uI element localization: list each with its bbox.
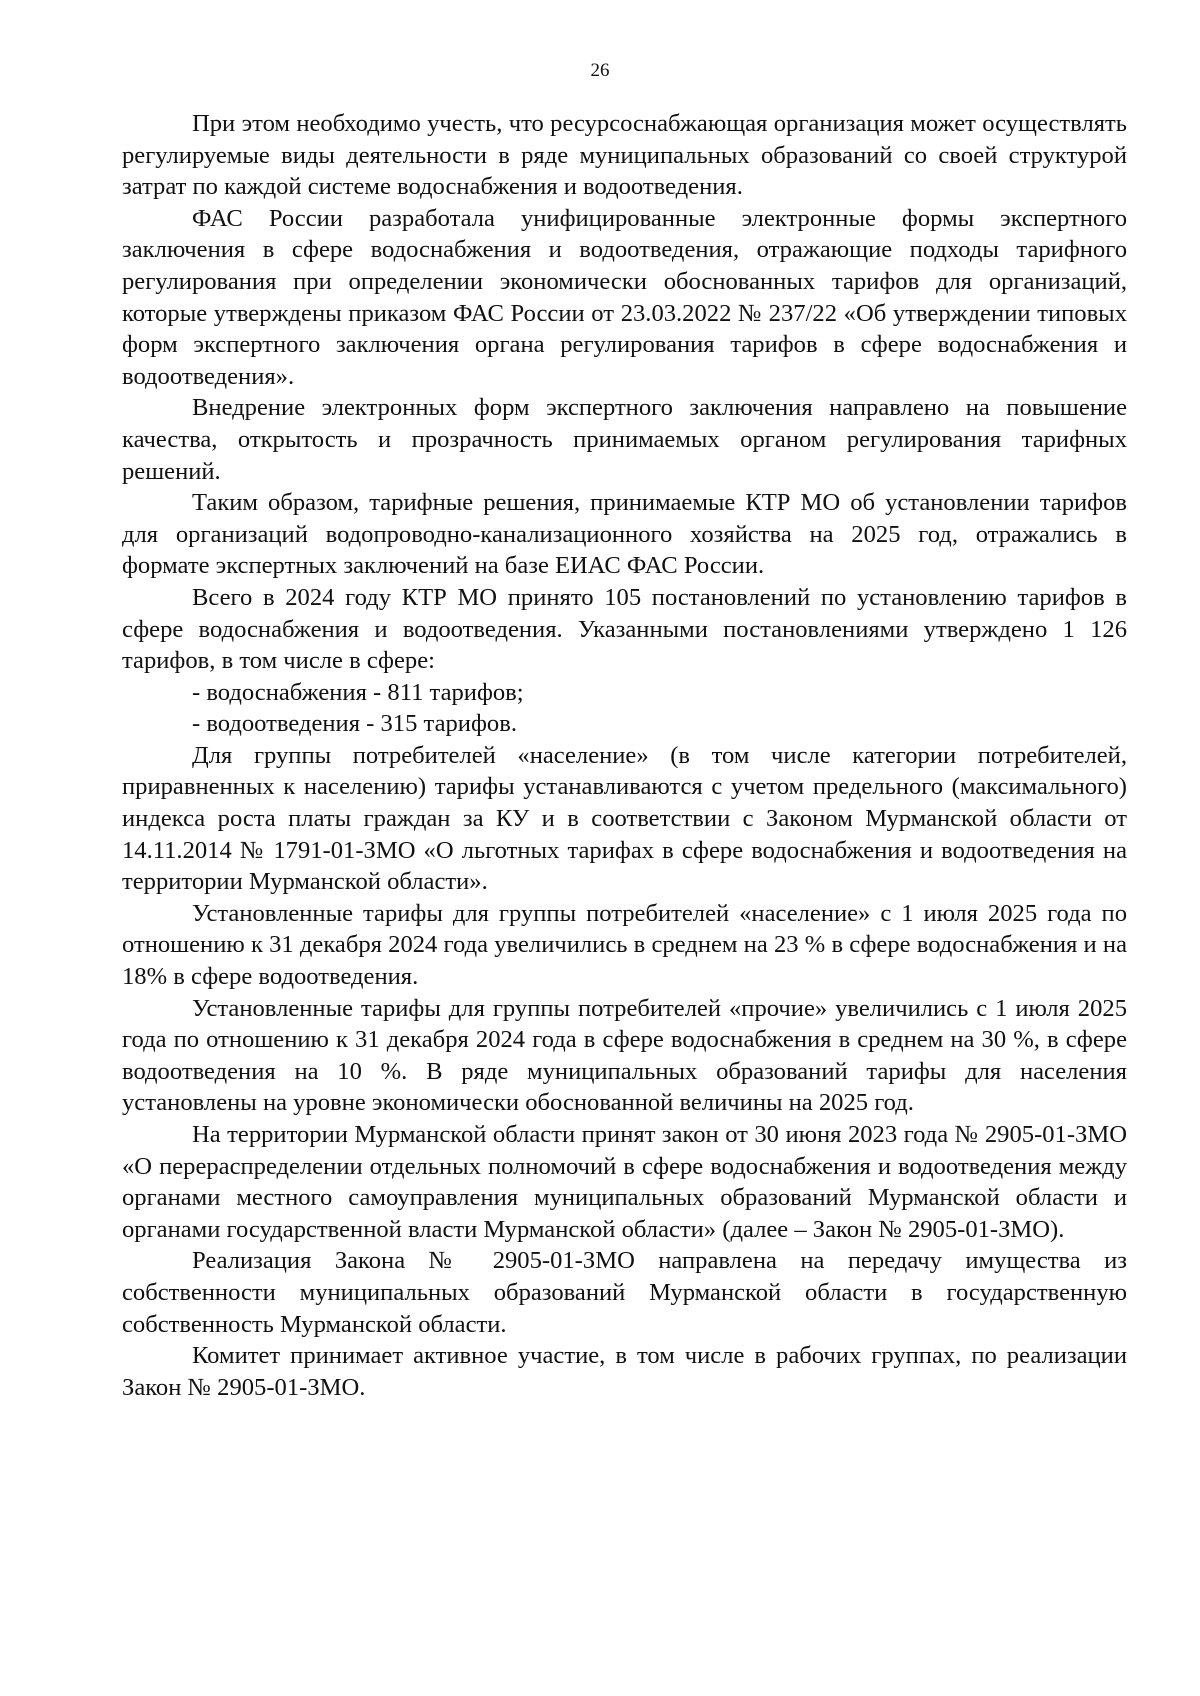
page-number: 26 [590,60,610,81]
paragraph: Всего в 2024 году КТР МО принято 105 постановлений по установлению тарифов в сфере водоснабжения и водоотведения. Указанными постановлениями утверждено 1 126 тарифов, в том числе в сфере: [122,583,1127,675]
paragraph: На территории Мурманской области принят закон от 30 июня 2023 года № 2905-01-ЗМО «О перераспределении отдельных полномочий в сфере водоснабжения и водоотведения между органами местного самоуправления муниципальных образований Мурманской области и органами государственной власти Мурманской области» (далее – Закон № 2905-01-ЗМО). [122,1121,1127,1243]
paragraph: ФАС России разработала унифицированные электронные формы экспертного заключения в сфере водоснабжения и водоотведения, отражающие подходы тарифного регулирования при определении экономически обоснованных тарифов для организаций, которые утверждены приказом ФАС России от 23.03.2022 № 237/22 «Об утверждении типовых форм экспертного заключения органа регулирования тарифов в сфере водоснабжения и водоотведения». [122,204,1127,390]
list-item: - водоснабжения - 811 тарифов; [192,678,524,706]
paragraph: Для группы потребителей «население» (в том числе категории потребителей, приравненных к населению) тарифы устанавливаются с учетом предельного (максимального) индекса роста платы граждан за КУ и в соответствии с Законом Мурманской области от 14.11.2014 № 1791-01-ЗМО «О льготных тарифах в сфере водоснабжения и водоотведения на территории Мурманской области». [122,741,1127,896]
paragraph: Внедрение электронных форм экспертного заключения направлено на повышение качества, открытость и прозрачность принимаемых органом регулирования тарифных решений. [122,394,1127,485]
paragraph: Установленные тарифы для группы потребителей «прочие» увеличились с 1 июля 2025 года по отношению к 31 декабря 2024 года в сфере водоснабжения в среднем на 30 %, в сфере водоотведения на 10 %. В ряде муниципальных образований тарифы для населения установлены на уровне экономически обоснованной величины на 2025 год. [122,994,1127,1117]
list-item: - водоотведения - 315 тарифов. [192,710,517,738]
paragraph: Комитет принимает активное участие, в том числе в рабочих группах, по реализации Закон № 2905-01-ЗМО. [122,1342,1127,1401]
paragraph: Таким образом, тарифные решения, принимаемые КТР МО об установлении тарифов для организаций водопроводно-канализационного хозяйства на 2025 год, отражались в формате экспертных заключений на базе ЕИАС ФАС России. [122,489,1127,580]
paragraph: При этом необходимо учесть, что ресурсоснабжающая организация может осуществлять регулируемые виды деятельности в ряде муниципальных образований со своей структурой затрат по каждой системе водоснабжения и водоотведения. [122,110,1127,201]
document-body [122,108,1127,1403]
paragraph: Установленные тарифы для группы потребителей «население» с 1 июля 2025 года по отношению к 31 декабря 2024 года увеличились в среднем на 23 % в сфере водоснабжения и на 18% в сфере водоотведения. [122,899,1127,991]
paragraph: Реализация Закона № 2905-01-ЗМО направлена на передачу имущества из собственности муниципальных образований Мурманской области в государственную собственность Мурманской области. [122,1247,1127,1338]
